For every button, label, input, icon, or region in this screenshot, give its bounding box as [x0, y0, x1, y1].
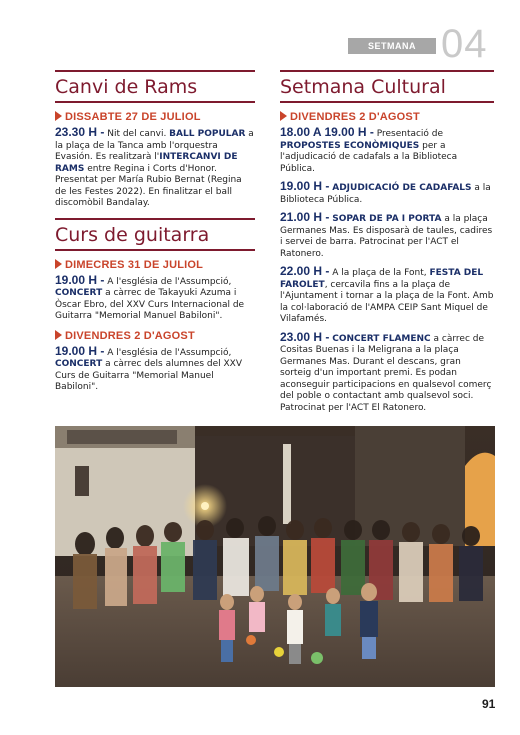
section-title-rule	[55, 218, 255, 251]
day-label: DIMECRES 31 DE JULIOL	[65, 258, 204, 271]
section-index: 04	[441, 22, 488, 66]
day-label: DIVENDRES 2 D'AGOST	[65, 329, 195, 342]
event-time: 19.00 H -	[55, 343, 105, 358]
event-name: INTERCANVI DE RAMS	[55, 152, 238, 174]
event-time: 21.00 H -	[280, 210, 330, 224]
triangle-bullet-icon	[280, 111, 287, 121]
section-canvi-de-rams	[55, 70, 255, 210]
event-time: 19.00 H -	[280, 179, 330, 193]
event-text: a càrrec de Takayuki Azuma i Òscar Ebro, del XXV Curs Internacional de Guitarra "Memorial Manuel Babiloni".	[55, 288, 245, 321]
event-name: CONCERT	[55, 288, 103, 298]
section-curs-de-guitarra	[55, 218, 255, 394]
right-column	[280, 70, 494, 422]
day-label: DISSABTE 27 DE JULIOL	[65, 111, 201, 123]
event-time: 18.00 A 19.00 H -	[280, 125, 374, 139]
section-title-rule	[55, 70, 255, 103]
triangle-bullet-icon	[55, 111, 62, 121]
photo-illustration	[55, 426, 495, 687]
section-title: Setmana Cultural	[280, 76, 446, 98]
day-heading	[55, 110, 255, 124]
left-column	[55, 70, 255, 402]
event-text: a la Biblioteca Pública.	[280, 183, 491, 205]
day-heading	[55, 329, 255, 343]
event-text: a la plaça de la Tanca amb l'orquestra Evasión. Es realitzarà l'	[55, 129, 254, 162]
event-text: entre Regina i Corts d'Honor. Presentat per María Rubio Bernat (Regina de les Festes 2022). En finalitzar el ball discomòbil Bandalay.	[55, 163, 242, 208]
event-entry	[55, 343, 255, 394]
event-text: Presentació de	[373, 129, 444, 139]
section-setmana-cultural	[280, 70, 494, 414]
event-time: 22.00 H -	[280, 264, 330, 278]
section-title: Canvi de Rams	[55, 76, 198, 98]
event-text: per a l'adjudicació de cadafals a la Biblioteca Pública.	[280, 140, 458, 174]
event-name: ADJUDICACIÓ DE CADAFALS	[332, 183, 472, 193]
event-entry	[280, 127, 494, 175]
event-entry	[280, 266, 494, 326]
section-tag: SETMANA CULTURAL	[348, 38, 436, 54]
event-text: a la plaça Germanes Mas. Es disposarà de taules, cadires i servei de barra. Patrocinat per l'ACT el Ratonero.	[280, 214, 493, 259]
event-name: PROPOSTES ECONÒMIQUES	[280, 140, 420, 151]
triangle-bullet-icon	[55, 259, 62, 269]
event-text: A l'església de l'Assumpció,	[104, 347, 232, 358]
event-entry	[280, 329, 494, 415]
event-photo	[55, 426, 495, 687]
event-name: FESTA DEL FAROLET	[280, 268, 484, 290]
event-text: A l'església de l'Assumpció,	[104, 276, 232, 287]
section-title-rule	[280, 70, 494, 103]
event-time: 23.30 H -	[55, 125, 105, 139]
event-name: CONCERT	[55, 359, 103, 369]
event-entry	[280, 212, 494, 260]
event-text: , cercavila fins a la plaça de l'Ajuntament i tornar a la plaça de la Font. Amb la col·laboració de l'AMPA CEIP Sant Miquel de Vilafamés.	[280, 279, 494, 324]
day-heading	[55, 258, 255, 272]
event-text: a càrrec dels alumnes del XXV Curs de Guitarra "Memorial Manuel Babiloni".	[55, 359, 242, 392]
event-text: A la plaça de la Font,	[329, 268, 430, 278]
event-text: a càrrec de Cositas Buenas i la Meligrana a la plaça Germanes Mas. Durant el descans, gran sorteig d'un important premi. Es podan aconseguir participacions en qualsevol comerç del poble o contactant amb qualsevol soci. Patrocinat per l'ACT El Ratonero.	[280, 333, 492, 413]
day-label: DIVENDRES 2 D'AGOST	[290, 111, 420, 123]
page-number: 91	[482, 697, 496, 711]
event-entry	[280, 181, 494, 206]
event-time: 23.00 H -	[280, 329, 330, 344]
day-heading	[280, 110, 494, 124]
event-entry	[55, 127, 255, 210]
event-time: 19.00 H -	[55, 272, 105, 287]
event-entry	[55, 272, 255, 323]
section-title: Curs de guitarra	[55, 223, 210, 246]
event-name: BALL POPULAR	[169, 129, 246, 139]
triangle-bullet-icon	[55, 330, 62, 340]
event-name: CONCERT FLAMENC	[332, 333, 431, 344]
event-name: SOPAR DE PA I PORTA	[332, 214, 442, 224]
event-text: Nit del canvi.	[104, 129, 170, 139]
